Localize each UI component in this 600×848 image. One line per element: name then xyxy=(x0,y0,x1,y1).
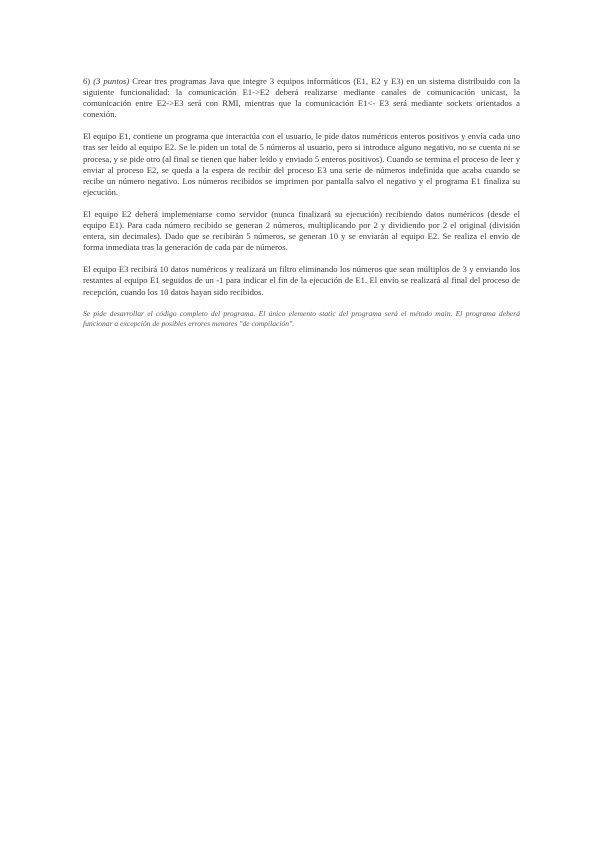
paragraph-e3: El equipo E3 recibirá 10 datos numéricos y realizará un filtro eliminando los números que sean múltiplos de 3 y enviando los restantes al equipo E1 seguidos de un -1 para indicar el fin de la ejecución de E1. El envío se realizará al final del proceso de recepción, cuando los 10 datos hayan sido recibidos. xyxy=(83,264,520,297)
exercise-intro: Crear tres programas Java que integre 3 equipos informáticos (E1, E2 y E3) en un sistema distribuido con la siguiente funcionalidad: la comunicación E1->E2 deberá realizarse mediante canales de comunicación unicast, la comunicación entre E2->E3 será con RMI, mientras que la comunicación E1<- E3 será mediante sockets orientados a conexión. xyxy=(83,76,520,120)
exercise-number: 6) xyxy=(83,76,91,86)
paragraph-e2: El equipo E2 deberá implementarse como servidor (nunca finalizará su ejecución) recibiendo datos numéricos (desde el equipo E1). Para cada número recibido se generan 2 números, multiplicando por 2 y dividiendo por 2 el original (división entera, sin decimales). Dado que se recibirán 5 números, se generan 10 y se enviarán al equipo E2. Se realiza el envío de forma inmediata tras la generación de cada par de números. xyxy=(83,208,520,253)
document-page xyxy=(83,76,520,340)
exercise-statement xyxy=(83,76,520,120)
exercise-points: (3 puntos) xyxy=(93,76,130,86)
paragraph-e1: El equipo E1, contiene un programa que interactúa con el usuario, le pide datos numéricos enteros positivos y envía cada uno tras ser leído al equipo E2. Se le piden un total de 5 números al usuario, pero si introduce alguno negativo, no se cuenta ni se procesa, y se pide otro (al final se tienen que haber leído y enviado 5 enteros positivos). Cuando se termina el proceso de leer y enviar al proceso E2, se queda a la espera de recibir del proceso E3 una serie de números indefinida que acaba cuando se recibe un número negativo. Los números recibidos se imprimen por pantalla salvo el negativo y el programa E1 finaliza su ejecución. xyxy=(83,131,520,197)
exercise-note: Se pide desarrollar el código completo del programa. El único elemento static del programa será el método main. El programa deberá funcionar a excepción de posibles errores menores "de compilación". xyxy=(83,308,520,328)
